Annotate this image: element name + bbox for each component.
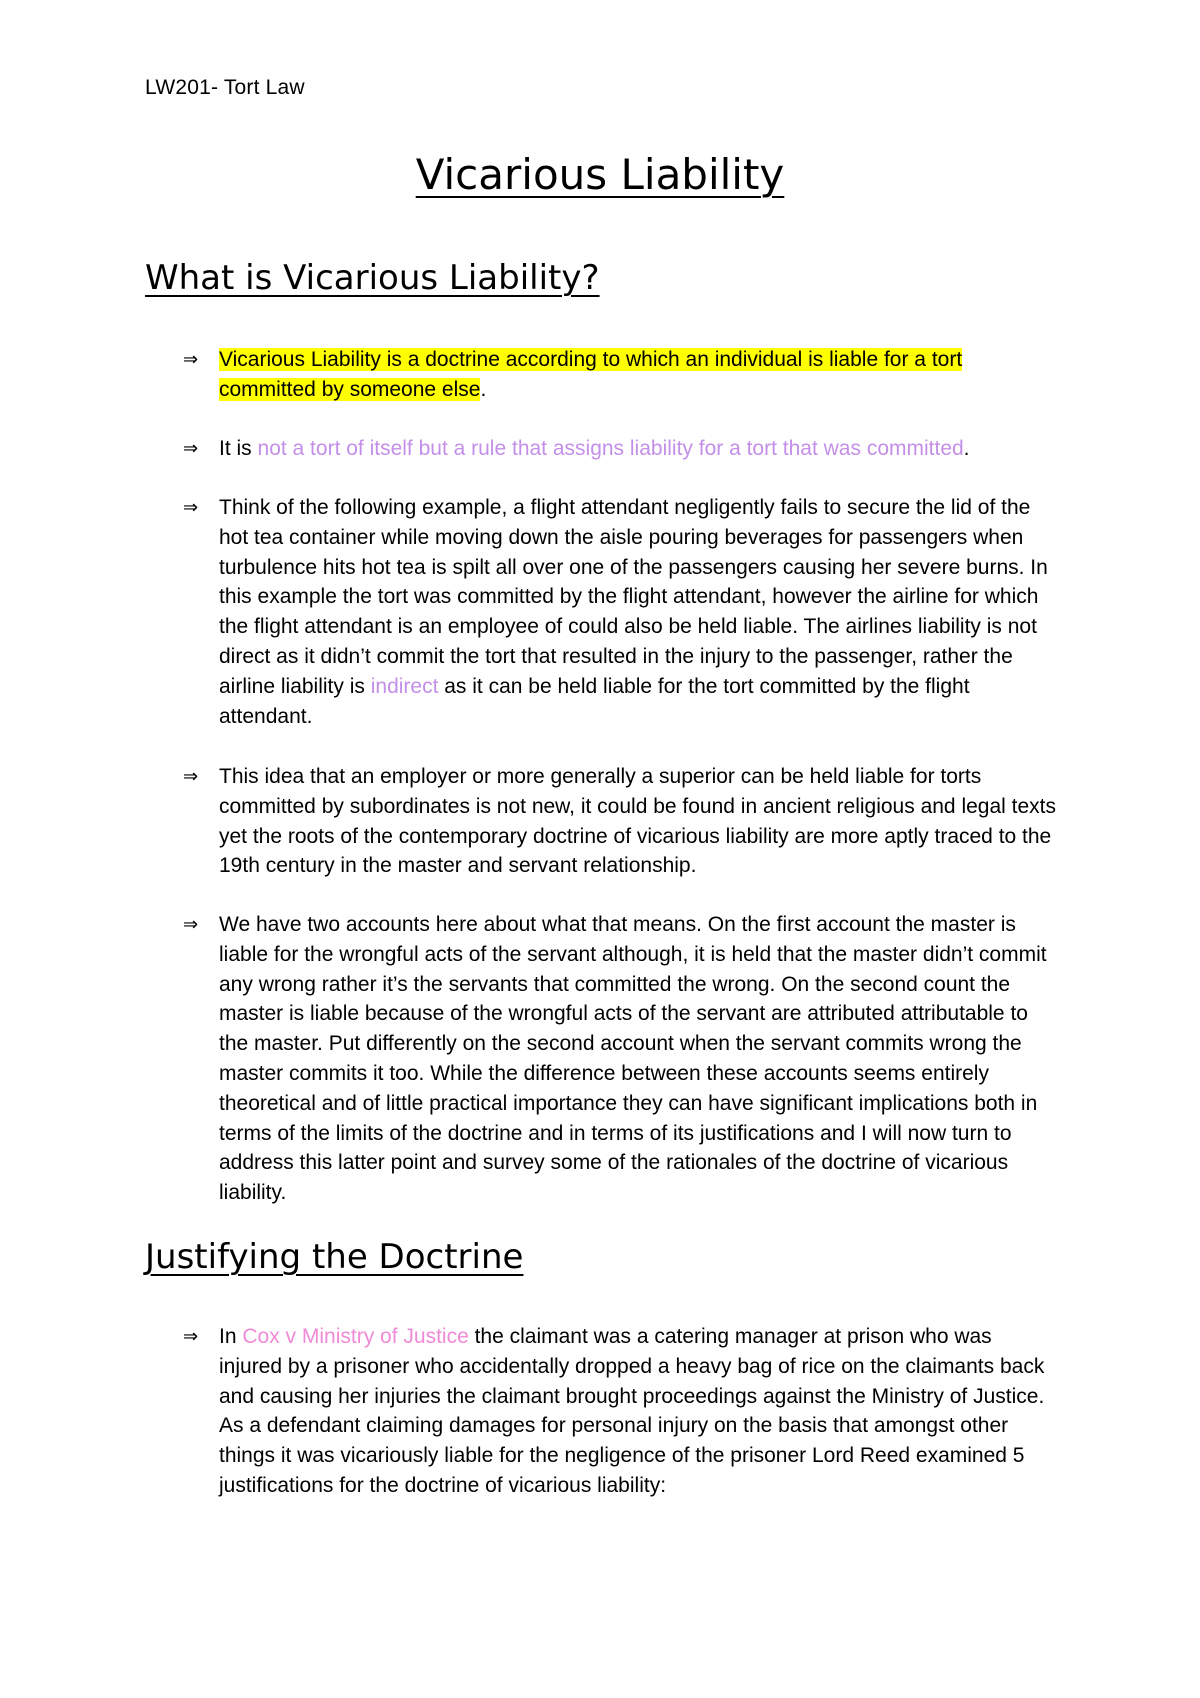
arrow-icon: ⇒ <box>183 349 199 370</box>
text-segment: as it can be held liable for the tort committed by the flight attendant. <box>219 674 970 728</box>
arrow-icon: ⇒ <box>183 497 199 518</box>
highlighted-text: Vicarious Liability is a doctrine according to which an individual is liable for a tort committed by someone else <box>219 348 963 401</box>
page-title: Vicarious Liability <box>415 150 785 199</box>
bullet-text: We have two accounts here about what that means. On the first account the master is liable for the wrongful acts of the servant although, it is held that the master didn’t commit any wrong rather it’s the servants that committed the wrong. On the second count the master is liable because of the wrongful acts of the servant are attributed attributable to the master. Put differently on the second account when the servant commits wrong the master commits it too. While the difference between these accounts seems entirely theoretical and of little practical importance they can have significant implications both in terms of the limits of the doctrine and in terms of its justifications and I will now turn to address this latter point and survey some of the rationales of the doctrine of vicarious liability. <box>219 913 1047 1205</box>
emphasis-text: not a tort of itself but a rule that assigns liability for a tort that was committed <box>257 437 964 460</box>
arrow-icon: ⇒ <box>183 766 199 787</box>
text-segment: . <box>963 437 970 460</box>
text-segment: In <box>219 1325 243 1348</box>
section-heading-justifying: Justifying the Doctrine <box>145 1237 524 1277</box>
bullet-text <box>219 345 1059 405</box>
arrow-icon: ⇒ <box>183 1326 199 1347</box>
arrow-icon: ⇒ <box>183 914 199 935</box>
text-segment: Think of the following example, a flight attendant negligently fails to secure the lid of the hot tea container while moving down the aisle pouring beverages for passengers when turbulence hits hot tea is spilt all over one of the passengers causing her severe burns. In this example the tort was committed by the flight attendant, however the airline for which the flight attendant is an employee of could also be held liable. The airlines liability is not direct as it didn’t commit the tort that resulted in the injury to the passenger, rather the airline liability is <box>219 496 1048 698</box>
bullet-text <box>219 493 1059 731</box>
bullet-text: This idea that an employer or more generally a superior can be held liable for torts committed by subordinates is not new, it could be found in ancient religious and legal texts yet the roots of the contemporary doctrine of vicarious liability are more aptly traced to the 19th century in the master and servant relationship. <box>219 765 1056 878</box>
text-segment: It is <box>219 437 258 460</box>
section-heading-what-is: What is Vicarious Liability? <box>145 258 600 298</box>
emphasis-text: indirect <box>370 674 439 698</box>
bullet-text <box>219 1322 1059 1501</box>
text-segment: the claimant was a catering manager at prison who was injured by a prisoner who accidentally dropped a heavy bag of rice on the claimants back and causing her injuries the claimant brought proceedings against the Ministry of Justice. As a defendant claiming damages for personal injury on the basis that amongst other things it was vicariously liable for the negligence of the prisoner Lord Reed examined 5 justifications for the doctrine of vicarious liability: <box>219 1325 1045 1497</box>
bullet-text <box>219 434 1059 464</box>
text-segment: . <box>480 377 487 401</box>
page-header: LW201- Tort Law <box>145 76 305 99</box>
case-name-text: Cox v Ministry of Justice <box>242 1325 469 1348</box>
arrow-icon: ⇒ <box>183 438 199 459</box>
